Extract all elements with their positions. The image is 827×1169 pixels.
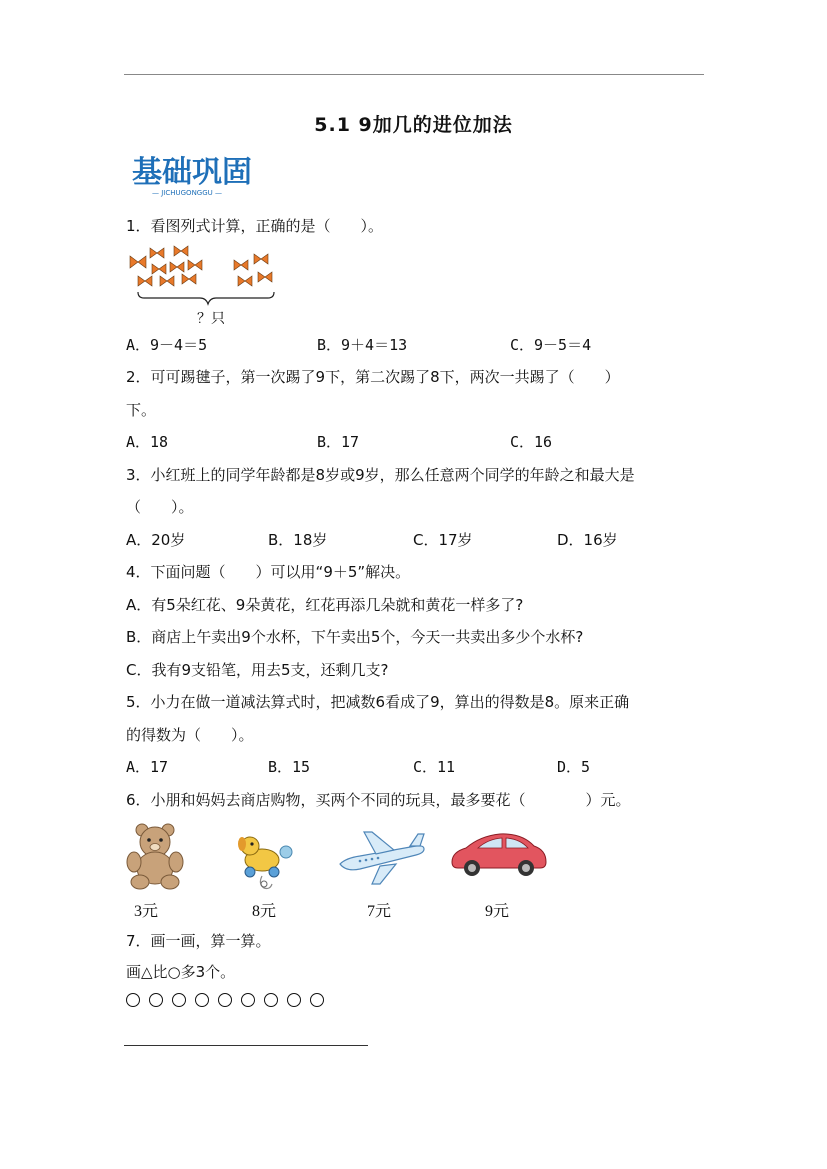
circle-shape xyxy=(126,993,140,1007)
page-title: 5.1 9加几的进位加法 xyxy=(314,114,513,136)
q1-option-b[interactable]: B．9＋4＝13 xyxy=(317,336,408,354)
price-dog: 8元 xyxy=(252,903,277,920)
butterfly-icon xyxy=(254,254,268,264)
q3-text-line1: 3．小红班上的同学年龄都是8岁或9岁，那么任意两个同学的年龄之和最大是 xyxy=(126,466,635,484)
q3-text-line2: （ ）。 xyxy=(126,498,194,516)
q3-option-d[interactable]: D．16岁 xyxy=(557,531,618,549)
airplane-image xyxy=(336,830,428,886)
q1-brace-label: ？只 xyxy=(197,311,225,327)
butterfly-icon xyxy=(238,276,252,286)
q5-option-c[interactable]: C．11 xyxy=(413,758,456,776)
butterfly-icon xyxy=(258,272,272,282)
header-rule xyxy=(124,74,704,75)
butterfly-icon xyxy=(130,256,146,268)
footnote-rule xyxy=(124,1045,368,1046)
q2-option-c[interactable]: C．16 xyxy=(510,433,553,451)
q6-text: 6．小朋和妈妈去商店购物，买两个不同的玩具，最多要花（ ）元。 xyxy=(126,791,631,809)
q5-option-b[interactable]: B．15 xyxy=(268,758,311,776)
circle-shape xyxy=(310,993,324,1007)
brace xyxy=(138,292,274,304)
q1-text: 1．看图列式计算，正确的是（ ）。 xyxy=(126,217,384,235)
q4-option-c[interactable]: C．我有9支铅笔，用去5支，还剩几支? xyxy=(126,661,389,679)
q2-text-line2: 下。 xyxy=(126,401,157,419)
butterfly-icon xyxy=(170,262,184,272)
q2-option-b[interactable]: B．17 xyxy=(317,433,360,451)
price-car: 9元 xyxy=(485,903,510,920)
q7-text: 7．画一画，算一算。 xyxy=(126,932,271,950)
circle-shape xyxy=(241,993,255,1007)
circle-shape xyxy=(218,993,232,1007)
section-logo xyxy=(130,150,276,198)
butterfly-icon xyxy=(138,276,152,286)
logo-subtext: — JICHUGONGGU — xyxy=(152,189,222,197)
logo-text: 基础巩固 xyxy=(132,155,252,190)
price-bear: 3元 xyxy=(134,903,159,920)
butterfly-icon xyxy=(160,276,174,286)
q2-text-line1: 2．可可踢毽子，第一次踢了9下，第二次踢了8下，两次一共踢了（ ） xyxy=(126,368,620,386)
butterfly-icon xyxy=(188,260,202,270)
price-airplane: 7元 xyxy=(367,903,392,920)
circle-shape xyxy=(149,993,163,1007)
q1-option-a[interactable]: A．9－4＝5 xyxy=(126,336,208,354)
butterfly-icon xyxy=(182,274,196,284)
circle-shape xyxy=(287,993,301,1007)
circle-shape xyxy=(264,993,278,1007)
q4-option-b[interactable]: B．商店上午卖出9个水杯，下午卖出5个，今天一共卖出多少个水杯? xyxy=(126,628,584,646)
circle-row xyxy=(126,993,324,1007)
q7-instruction: 画△比○多3个。 xyxy=(126,963,236,981)
circle-shape xyxy=(172,993,186,1007)
butterfly-icon xyxy=(234,260,248,270)
sports-car-image xyxy=(448,828,548,880)
butterfly-icon xyxy=(174,246,188,256)
q5-option-d[interactable]: D．5 xyxy=(557,758,591,776)
butterfly-icon xyxy=(152,264,166,274)
butterfly-icon xyxy=(150,248,164,258)
teddy-bear-image xyxy=(124,822,186,890)
q1-option-c[interactable]: C．9－5＝4 xyxy=(510,336,592,354)
q3-option-c[interactable]: C．17岁 xyxy=(413,531,473,549)
q2-option-a[interactable]: A．18 xyxy=(126,433,169,451)
q5-option-a[interactable]: A．17 xyxy=(126,758,169,776)
q3-option-a[interactable]: A．20岁 xyxy=(126,531,186,549)
toy-dog-image xyxy=(236,826,298,890)
q5-text-line2: 的得数为（ ）。 xyxy=(126,726,254,744)
circle-shape xyxy=(195,993,209,1007)
q4-option-a[interactable]: A．有5朵红花、9朵黄花，红花再添几朵就和黄花一样多了? xyxy=(126,596,524,614)
q5-text-line1: 5．小力在做一道减法算式时，把减数6看成了9，算出的得数是8。原来正确 xyxy=(126,693,630,711)
q4-text: 4．下面问题（ ）可以用“9＋5”解决。 xyxy=(126,563,411,581)
q3-option-b[interactable]: B．18岁 xyxy=(268,531,328,549)
